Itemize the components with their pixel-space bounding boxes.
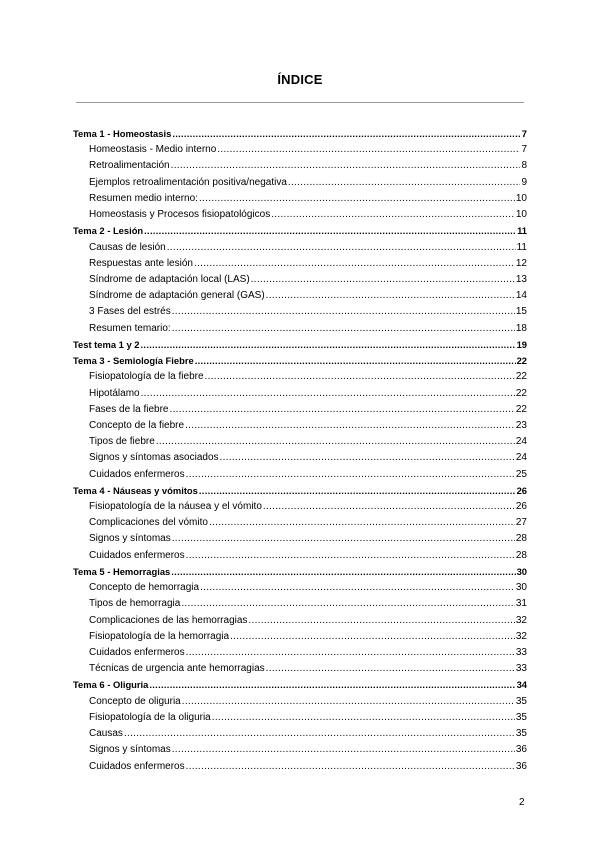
toc-section-entry[interactable]	[73, 548, 527, 564]
toc-dot-leader	[186, 467, 515, 483]
toc-entry-page: 22	[515, 403, 527, 415]
toc-entry-page: 15	[515, 306, 527, 318]
toc-dot-leader	[186, 759, 515, 775]
toc-entry-page: 30	[516, 565, 527, 577]
toc-entry-label: Resumen temario:	[89, 322, 171, 334]
toc-chapter-entry[interactable]	[73, 483, 527, 499]
toc-entry-label: Respuestas ante lesión	[89, 257, 193, 269]
toc-entry-label: Técnicas de urgencia ante hemorragias	[89, 663, 265, 675]
toc-entry-label: Signos y síntomas asociados	[89, 452, 219, 464]
toc-dot-leader	[149, 677, 515, 693]
toc-section-entry[interactable]	[73, 304, 527, 320]
toc-entry-label: Signos y síntomas	[89, 744, 171, 756]
toc-entry-label: Complicaciones de las hemorragias	[89, 614, 248, 626]
toc-entry-page: 22	[515, 387, 527, 399]
toc-dot-leader	[266, 288, 515, 304]
toc-chapter-entry[interactable]	[73, 223, 527, 239]
toc-dot-leader	[144, 223, 516, 239]
toc-dot-leader	[251, 272, 515, 288]
toc-dot-leader	[172, 531, 515, 547]
toc-entry-label: Ejemplos retroalimentación positiva/negativa	[89, 176, 287, 188]
toc-entry-label: Tipos de fiebre	[89, 436, 155, 448]
toc-dot-leader	[248, 613, 514, 629]
toc-chapter-entry[interactable]	[73, 564, 527, 580]
toc-entry-label: Fisiopatología de la fiebre	[89, 371, 204, 383]
toc-entry-label: Test tema 1 y 2	[73, 338, 140, 350]
toc-entry-label: Tipos de hemorragia	[89, 598, 181, 610]
toc-dot-leader	[199, 483, 516, 499]
toc-section-entry[interactable]	[73, 515, 527, 531]
toc-entry-label: Complicaciones del vómito	[89, 517, 208, 529]
toc-chapter-entry[interactable]	[73, 677, 527, 693]
toc-section-entry[interactable]	[73, 629, 527, 645]
toc-section-entry[interactable]	[73, 256, 527, 272]
toc-entry-page: 8	[521, 160, 527, 172]
toc-dot-leader	[288, 175, 521, 191]
toc-entry-label: Tema 1 - Homeostasis	[73, 128, 172, 139]
toc-section-entry[interactable]	[73, 710, 527, 726]
toc-dot-leader	[172, 126, 520, 142]
toc-dot-leader	[170, 402, 515, 418]
toc-entry-page: 32	[515, 630, 527, 642]
toc-dot-leader	[271, 207, 515, 223]
toc-entry-label: Signos y síntomas	[89, 533, 171, 545]
toc-dot-leader	[181, 596, 515, 612]
toc-section-entry[interactable]	[73, 272, 527, 288]
toc-dot-leader	[205, 369, 515, 385]
toc-section-entry[interactable]	[73, 499, 527, 515]
toc-section-entry[interactable]	[73, 288, 527, 304]
toc-section-entry[interactable]	[73, 613, 527, 629]
toc-entry-page: 30	[515, 582, 527, 594]
toc-entry-page: 28	[515, 549, 527, 561]
toc-entry-page: 10	[515, 209, 527, 221]
toc-dot-leader	[217, 142, 520, 158]
toc-entry-label: Homeostasis y Procesos fisiopatológicos	[89, 209, 271, 221]
toc-entry-label: Tema 3 - Semiología Fiebre	[73, 355, 194, 367]
toc-section-entry[interactable]	[73, 321, 527, 337]
toc-entry-page: 33	[515, 647, 527, 658]
toc-entry-label: Cuidados enfermeros	[89, 549, 185, 561]
toc-dot-leader	[124, 726, 515, 742]
toc-dot-leader	[230, 629, 515, 645]
page-title: ÍNDICE	[277, 72, 323, 87]
toc-entry-label: Tema 2 - Lesión	[73, 225, 144, 237]
page-number: 2	[519, 797, 525, 808]
toc-entry-page: 13	[515, 273, 527, 285]
toc-section-entry[interactable]	[73, 645, 527, 661]
toc-dot-leader	[186, 645, 515, 661]
toc-entry-page: 9	[521, 176, 527, 188]
toc-entry-page: 11	[516, 241, 527, 253]
toc-section-entry[interactable]	[73, 240, 527, 256]
toc-dot-leader	[141, 386, 515, 402]
toc-entry-label: Fisiopatología de la náusea y el vómito	[89, 501, 262, 513]
toc-entry-label: Hipotálamo	[89, 387, 140, 399]
toc-section-entry[interactable]	[73, 661, 527, 677]
toc-entry-page: 32	[515, 614, 527, 626]
toc-dot-leader	[156, 434, 515, 450]
toc-entry-label: Cuidados enfermeros	[89, 468, 185, 480]
toc-dot-leader	[209, 515, 515, 531]
toc-section-entry[interactable]	[73, 191, 527, 207]
toc-section-entry[interactable]	[73, 142, 527, 158]
toc-entry-page: 36	[515, 760, 527, 772]
toc-entry-page: 36	[515, 744, 527, 756]
toc-entry-page: 18	[515, 322, 527, 334]
toc-entry-page: 26	[516, 484, 527, 496]
title-divider	[76, 102, 524, 103]
toc-dot-leader	[199, 191, 515, 207]
toc-dot-leader	[172, 321, 515, 337]
toc-dot-leader	[185, 418, 515, 434]
toc-section-entry[interactable]	[73, 759, 527, 775]
table-of-contents	[73, 126, 527, 775]
toc-dot-leader	[171, 158, 521, 174]
toc-entry-page: 26	[515, 501, 527, 513]
toc-section-entry[interactable]	[73, 158, 527, 174]
toc-entry-label: Fisiopatología de la hemorragia	[89, 630, 230, 642]
toc-entry-page: 22	[516, 355, 527, 367]
toc-entry-page: 7	[521, 144, 527, 156]
toc-dot-leader	[266, 661, 515, 677]
toc-section-entry[interactable]	[73, 726, 527, 742]
toc-dot-leader	[263, 499, 515, 515]
toc-section-entry[interactable]	[73, 434, 527, 450]
toc-entry-label: Concepto de oliguria	[89, 695, 181, 707]
toc-entry-page: 31	[515, 598, 527, 610]
toc-section-entry[interactable]	[73, 418, 527, 434]
toc-entry-page: 33	[515, 663, 527, 675]
toc-section-entry[interactable]	[73, 175, 527, 191]
toc-entry-page: 25	[515, 468, 527, 480]
toc-entry-page: 14	[515, 290, 527, 302]
toc-chapter-entry[interactable]	[73, 126, 527, 142]
toc-dot-leader	[172, 304, 515, 320]
toc-entry-label: Cuidados enfermeros	[89, 647, 185, 658]
toc-entry-page: 24	[515, 436, 527, 448]
toc-dot-leader	[172, 742, 515, 758]
toc-section-entry[interactable]	[73, 742, 527, 758]
toc-entry-page: 28	[515, 533, 527, 545]
toc-entry-page: 34	[516, 679, 527, 691]
toc-entry-page: 27	[515, 517, 527, 529]
toc-dot-leader	[182, 694, 515, 710]
toc-section-entry[interactable]	[73, 531, 527, 547]
toc-section-entry[interactable]	[73, 369, 527, 385]
toc-dot-leader	[194, 256, 515, 272]
toc-section-entry[interactable]	[73, 694, 527, 710]
toc-entry-page: 12	[515, 257, 527, 269]
toc-chapter-entry[interactable]	[73, 337, 527, 353]
toc-chapter-entry[interactable]	[73, 353, 527, 369]
toc-section-entry[interactable]	[73, 596, 527, 612]
toc-entry-label: Cuidados enfermeros	[89, 760, 185, 772]
toc-section-entry[interactable]	[73, 386, 527, 402]
toc-dot-leader	[195, 353, 516, 369]
toc-entry-page: 7	[521, 128, 527, 139]
toc-entry-label: Concepto de la fiebre	[89, 419, 185, 431]
toc-entry-page: 35	[515, 695, 527, 707]
toc-entry-page: 24	[515, 452, 527, 464]
toc-entry-label: Causas de lesión	[89, 241, 166, 253]
toc-entry-page: 19	[516, 338, 527, 350]
toc-entry-label: Tema 4 - Náuseas y vómitos	[73, 484, 198, 496]
toc-entry-label: Homeostasis - Medio interno	[89, 144, 217, 156]
toc-entry-label: Resumen medio interno:	[89, 192, 198, 204]
toc-entry-label: 3 Fases del estrés	[89, 306, 171, 318]
toc-dot-leader	[171, 564, 515, 580]
toc-entry-label: Síndrome de adaptación general (GAS)	[89, 290, 265, 302]
toc-section-entry[interactable]	[73, 467, 527, 483]
toc-entry-page: 22	[515, 371, 527, 383]
toc-entry-label: Síndrome de adaptación local (LAS)	[89, 273, 250, 285]
toc-entry-label: Causas	[89, 728, 123, 740]
toc-entry-label: Retroalimentación	[89, 160, 170, 172]
toc-section-entry[interactable]	[73, 580, 527, 596]
toc-section-entry[interactable]	[73, 207, 527, 223]
toc-dot-leader	[200, 580, 515, 596]
toc-section-entry[interactable]	[73, 402, 527, 418]
toc-entry-page: 23	[515, 419, 527, 431]
toc-entry-page: 35	[515, 728, 527, 740]
toc-entry-label: Fases de la fiebre	[89, 403, 169, 415]
toc-dot-leader	[212, 710, 515, 726]
toc-entry-label: Tema 6 - Oliguria	[73, 679, 149, 691]
toc-entry-label: Fisiopatología de la oliguria	[89, 711, 211, 723]
toc-entry-page: 11	[517, 225, 527, 237]
toc-dot-leader	[220, 450, 515, 466]
toc-dot-leader	[167, 240, 516, 256]
toc-dot-leader	[186, 548, 515, 564]
toc-entry-label: Tema 5 - Hemorragias	[73, 565, 171, 577]
toc-entry-page: 35	[515, 711, 527, 723]
toc-entry-page: 10	[515, 192, 527, 204]
toc-entry-label: Concepto de hemorragia	[89, 582, 200, 594]
toc-section-entry[interactable]	[73, 450, 527, 466]
toc-dot-leader	[141, 337, 516, 353]
